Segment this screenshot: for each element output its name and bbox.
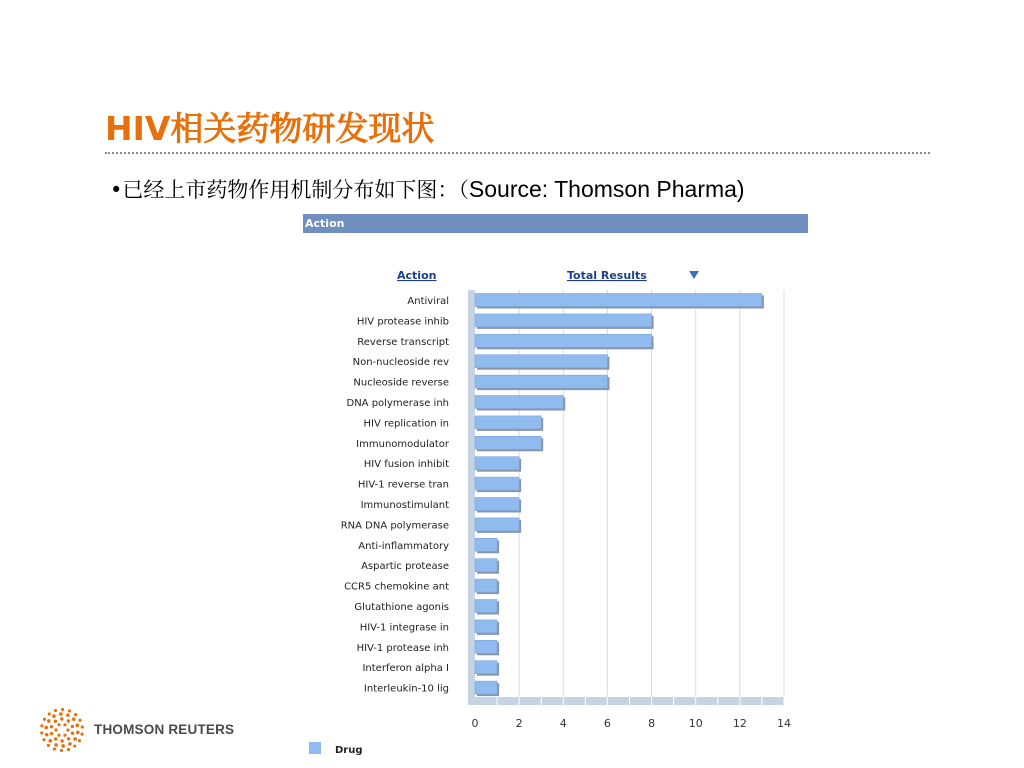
category-label: HIV-1 reverse tran	[357, 479, 449, 491]
bar	[475, 294, 762, 307]
category-label: HIV protease inhib	[356, 316, 449, 328]
legend-label: Drug	[335, 745, 363, 756]
bar	[475, 334, 652, 347]
plot-area	[468, 290, 784, 697]
bar	[475, 661, 497, 674]
bar	[475, 640, 497, 653]
legend-swatch	[309, 742, 321, 754]
category-header-link[interactable]: Action	[397, 269, 437, 282]
bar	[475, 620, 497, 633]
bar	[475, 600, 497, 613]
category-label: Interleukin-10 lig	[363, 683, 449, 695]
bar	[475, 579, 497, 592]
slide-title: HIV相关药物研发现状	[105, 109, 435, 148]
category-label: DNA polymerase inh	[346, 398, 449, 409]
category-label: RNA DNA polymerase	[340, 520, 449, 532]
source-label: Source: Thomson Pharma)	[468, 176, 745, 202]
category-label: Immunomodulator	[356, 438, 449, 450]
category-label: Immunostimulant	[360, 500, 449, 511]
category-label: Anti-inflammatory	[358, 540, 449, 552]
y-axis-band	[468, 290, 475, 697]
bar	[475, 375, 607, 388]
x-tick-label: 0	[471, 717, 479, 730]
bar	[475, 477, 519, 490]
category-label: Nucleoside reverse	[353, 377, 449, 389]
x-tick-label: 14	[777, 717, 791, 730]
chart-panel-header: Action	[303, 214, 808, 233]
x-tick-label: 2	[515, 717, 523, 730]
bar	[475, 416, 541, 429]
bar	[475, 518, 519, 531]
bar	[475, 396, 563, 409]
bar	[475, 681, 497, 694]
bar	[475, 314, 652, 327]
sort-desc-icon	[689, 271, 699, 279]
bar	[475, 355, 607, 368]
x-tick-label: 4	[559, 717, 567, 730]
x-tick-label: 8	[648, 717, 656, 730]
bar	[475, 498, 519, 511]
value-header-link[interactable]: Total Results	[567, 269, 647, 282]
category-label: HIV-1 protease inh	[356, 642, 449, 654]
category-label: Glutathione agonis	[354, 602, 449, 613]
thomson-reuters-logo	[40, 708, 240, 752]
bar	[475, 538, 497, 551]
x-axis-band	[468, 697, 784, 705]
category-label: Interferon alpha I	[362, 663, 449, 675]
category-label: Antiviral	[407, 296, 449, 307]
bullet-label: •已经上市药物作用机制分布如下图：（	[110, 178, 469, 202]
category-label: Reverse transcript	[357, 336, 449, 348]
logo-text: THOMSON REUTERS	[94, 722, 235, 737]
category-label: HIV fusion inhibit	[363, 459, 449, 471]
category-label: CCR5 chemokine ant	[344, 581, 449, 593]
category-label: Aspartic protease	[361, 561, 449, 573]
bar	[475, 436, 541, 449]
category-label: Non-nucleoside rev	[352, 357, 449, 369]
bar	[475, 559, 497, 572]
bar	[475, 457, 519, 470]
x-tick-label: 10	[688, 717, 703, 730]
x-tick-label: 6	[603, 717, 611, 730]
category-label: HIV-1 integrase in	[359, 622, 449, 634]
logo-dots-icon	[40, 708, 84, 752]
x-tick-label: 12	[732, 717, 747, 730]
category-label: HIV replication in	[363, 418, 449, 430]
